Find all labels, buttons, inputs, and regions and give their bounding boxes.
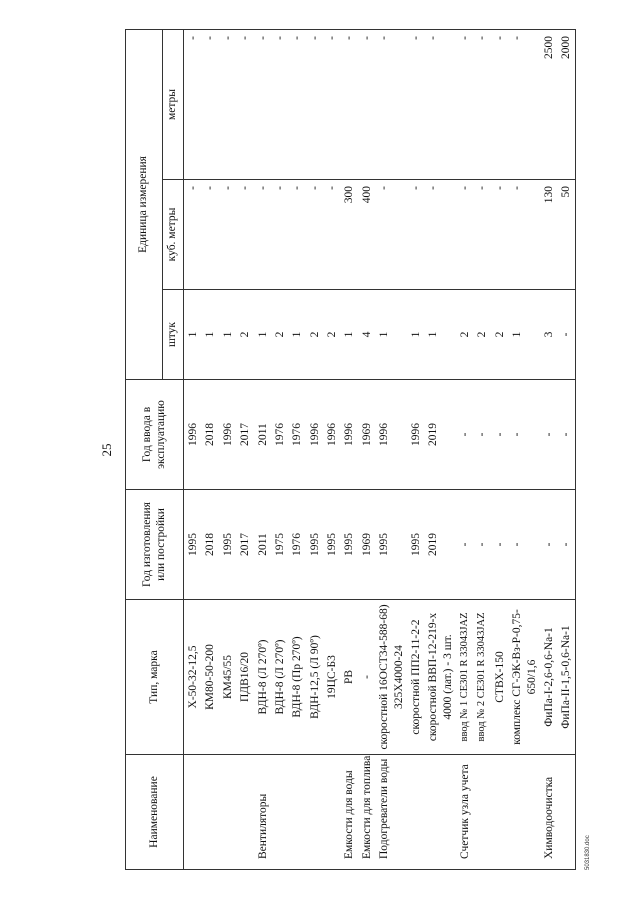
cell-model: КМ80-50-200 (201, 600, 218, 755)
cell-year-made: 2017 (236, 490, 253, 600)
table-row (424, 29, 456, 869)
cell-pcs: 3 (540, 290, 557, 380)
table-row (375, 29, 407, 869)
rotated-page (55, 30, 603, 870)
cell-name (306, 755, 323, 870)
header-name: Наименование (126, 755, 184, 870)
cell-year-commissioned: - (557, 380, 575, 490)
cell-model: - (358, 600, 375, 755)
cell-m: - (323, 29, 340, 179)
table-row (271, 29, 288, 869)
cell-model: скоростной ПП2-11-2-2 (407, 600, 424, 755)
cell-m3: - (323, 180, 340, 290)
cell-year-commissioned: 2018 (201, 380, 218, 490)
cell-year-made: - (508, 490, 540, 600)
cell-model: ПДВ16/20 (236, 600, 253, 755)
cell-model: Х-50-32-12,5 (184, 600, 202, 755)
cell-pcs: 1 (375, 290, 407, 380)
table-row (456, 29, 473, 869)
cell-name: Емкости для воды (340, 755, 357, 870)
cell-year-made: 1976 (288, 490, 305, 600)
cell-m3: - (236, 180, 253, 290)
cell-year-commissioned: 2017 (236, 380, 253, 490)
cell-m: 2000 (557, 29, 575, 179)
table-row (340, 29, 357, 869)
equipment-table (125, 29, 576, 870)
cell-name (508, 755, 540, 870)
cell-model: ФиПа-II-1,5-0,6-Na-1 (557, 600, 575, 755)
cell-m: - (375, 29, 407, 179)
cell-year-commissioned: - (491, 380, 508, 490)
cell-year-commissioned: 1996 (219, 380, 236, 490)
cell-m: - (219, 29, 236, 179)
cell-year-made: - (557, 490, 575, 600)
cell-year-commissioned: 2019 (424, 380, 456, 490)
cell-m3: - (508, 180, 540, 290)
cell-pcs: 1 (288, 290, 305, 380)
cell-pcs: - (557, 290, 575, 380)
table-row (288, 29, 305, 869)
cell-m3: - (271, 180, 288, 290)
cell-pcs: 2 (456, 290, 473, 380)
table-row (508, 29, 540, 869)
cell-m: - (340, 29, 357, 179)
cell-year-made: 1995 (340, 490, 357, 600)
cell-pcs: 2 (473, 290, 490, 380)
header-unit-m: метры (163, 29, 184, 179)
cell-pcs: 2 (306, 290, 323, 380)
cell-name (236, 755, 253, 870)
cell-model: ФиПа-I-2,6-0,6-Na-1 (540, 600, 557, 755)
header-unit-m3: куб. метры (163, 180, 184, 290)
cell-m3: - (288, 180, 305, 290)
table-row (473, 29, 490, 869)
cell-m: - (271, 29, 288, 179)
cell-year-commissioned: - (473, 380, 490, 490)
cell-model: ВДН-8 (Л 270º) (254, 600, 271, 755)
table-row (491, 29, 508, 869)
cell-m3: 300 (340, 180, 357, 290)
table-row (557, 29, 575, 869)
cell-model: скоростной 16ОСТ34-588-68) 325Х4000-24 (375, 600, 407, 755)
cell-m: - (508, 29, 540, 179)
cell-pcs: 1 (340, 290, 357, 380)
cell-m: - (407, 29, 424, 179)
table-row (407, 29, 424, 869)
cell-year-commissioned: 1996 (340, 380, 357, 490)
cell-year-made: 1995 (323, 490, 340, 600)
cell-year-commissioned: 2011 (254, 380, 271, 490)
table-row (236, 29, 253, 869)
cell-year-made: - (491, 490, 508, 600)
table-row (254, 29, 271, 869)
table-body (184, 29, 576, 869)
cell-m3: 400 (358, 180, 375, 290)
cell-year-made: 1995 (407, 490, 424, 600)
cell-pcs: 2 (491, 290, 508, 380)
header-year-commissioned: Год ввода в эксплуатацию (126, 380, 184, 490)
cell-model: комплекс СГ-ЭК-Вз-Р-0,75-650/1,6 (508, 600, 540, 755)
cell-m: - (201, 29, 218, 179)
cell-m3: - (407, 180, 424, 290)
cell-pcs: 4 (358, 290, 375, 380)
header-units-group: Единица измерения (126, 29, 163, 379)
cell-model: КМ45/55 (219, 600, 236, 755)
cell-year-made: 1995 (184, 490, 202, 600)
file-name-footer: 5031830.doc (585, 835, 591, 870)
cell-model: СТВХ-150 (491, 600, 508, 755)
cell-model: ввод № 2 СЕ301 R 33043JAZ (473, 600, 490, 755)
cell-year-commissioned: 1996 (184, 380, 202, 490)
cell-m: - (358, 29, 375, 179)
cell-year-made: 1975 (271, 490, 288, 600)
cell-pcs: 2 (236, 290, 253, 380)
cell-m: - (288, 29, 305, 179)
cell-m3: - (424, 180, 456, 290)
cell-name: Подогреватели воды (375, 755, 407, 870)
cell-m3: - (456, 180, 473, 290)
cell-m: - (184, 29, 202, 179)
cell-model: РВ (340, 600, 357, 755)
cell-year-commissioned: 1996 (323, 380, 340, 490)
cell-pcs: 2 (271, 290, 288, 380)
cell-name (407, 755, 424, 870)
cell-year-made: 2018 (201, 490, 218, 600)
cell-m: - (473, 29, 490, 179)
cell-name: Химводоочистка (540, 755, 557, 870)
cell-m3: - (306, 180, 323, 290)
cell-pcs: 1 (407, 290, 424, 380)
cell-pcs: 1 (508, 290, 540, 380)
cell-name (288, 755, 305, 870)
cell-m3: - (473, 180, 490, 290)
cell-year-commissioned: 1976 (288, 380, 305, 490)
cell-name: Емкости для топлива (358, 755, 375, 870)
cell-pcs: 1 (424, 290, 456, 380)
cell-model: ВДН-8 (Пр 270º) (288, 600, 305, 755)
cell-pcs: 1 (219, 290, 236, 380)
cell-m3: - (201, 180, 218, 290)
cell-name (557, 755, 575, 870)
cell-model: скоростной ВВП-12-219-х 4000 (лат.) - 3 шт. (424, 600, 456, 755)
cell-m: - (236, 29, 253, 179)
cell-m3: - (184, 180, 202, 290)
cell-m: 2500 (540, 29, 557, 179)
cell-year-commissioned: 1996 (407, 380, 424, 490)
cell-m3: - (254, 180, 271, 290)
cell-name (271, 755, 288, 870)
cell-year-commissioned: - (456, 380, 473, 490)
header-model: Тип, марка (126, 600, 184, 755)
cell-name: Вентиляторы (254, 755, 271, 870)
cell-name: Счетчик узла учета (456, 755, 473, 870)
cell-year-made: 1995 (306, 490, 323, 600)
cell-pcs: 1 (254, 290, 271, 380)
cell-year-made: 1969 (358, 490, 375, 600)
cell-pcs: 1 (201, 290, 218, 380)
cell-m3: - (219, 180, 236, 290)
page-number: 25 (99, 443, 114, 457)
cell-year-made: - (456, 490, 473, 600)
cell-m: - (424, 29, 456, 179)
cell-name (201, 755, 218, 870)
cell-year-commissioned: 1969 (358, 380, 375, 490)
header-year-made: Год изготовления или постройки (126, 490, 184, 600)
cell-year-made: 1995 (375, 490, 407, 600)
cell-name (184, 755, 202, 870)
cell-m3: - (491, 180, 508, 290)
cell-name (424, 755, 456, 870)
table-row (306, 29, 323, 869)
header-row (126, 29, 163, 869)
cell-year-commissioned: - (540, 380, 557, 490)
cell-year-made: 2019 (424, 490, 456, 600)
cell-year-commissioned: - (508, 380, 540, 490)
table-row (540, 29, 557, 869)
cell-year-made: - (540, 490, 557, 600)
table-row (323, 29, 340, 869)
cell-model: ВДН-12,5 (Л 90º) (306, 600, 323, 755)
cell-m3: 130 (540, 180, 557, 290)
cell-m: - (456, 29, 473, 179)
cell-m3: 50 (557, 180, 575, 290)
cell-year-commissioned: 1976 (271, 380, 288, 490)
cell-year-commissioned: 1996 (375, 380, 407, 490)
cell-year-made: 2011 (254, 490, 271, 600)
cell-pcs: 1 (184, 290, 202, 380)
table-row (201, 29, 218, 869)
cell-name (219, 755, 236, 870)
cell-name (491, 755, 508, 870)
cell-model: 19ЦС-Б3 (323, 600, 340, 755)
cell-year-commissioned: 1996 (306, 380, 323, 490)
cell-m: - (491, 29, 508, 179)
cell-m: - (306, 29, 323, 179)
cell-m3: - (375, 180, 407, 290)
table-row (184, 29, 202, 869)
cell-year-made: 1995 (219, 490, 236, 600)
cell-pcs: 2 (323, 290, 340, 380)
cell-model: ВДН-8 (Л 270º) (271, 600, 288, 755)
cell-model: ввод № 1 СЕ301 R 33043JAZ (456, 600, 473, 755)
cell-name (323, 755, 340, 870)
table-row (219, 29, 236, 869)
header-unit-pcs: штук (163, 290, 184, 380)
cell-year-made: - (473, 490, 490, 600)
cell-m: - (254, 29, 271, 179)
table-row (358, 29, 375, 869)
cell-name (473, 755, 490, 870)
